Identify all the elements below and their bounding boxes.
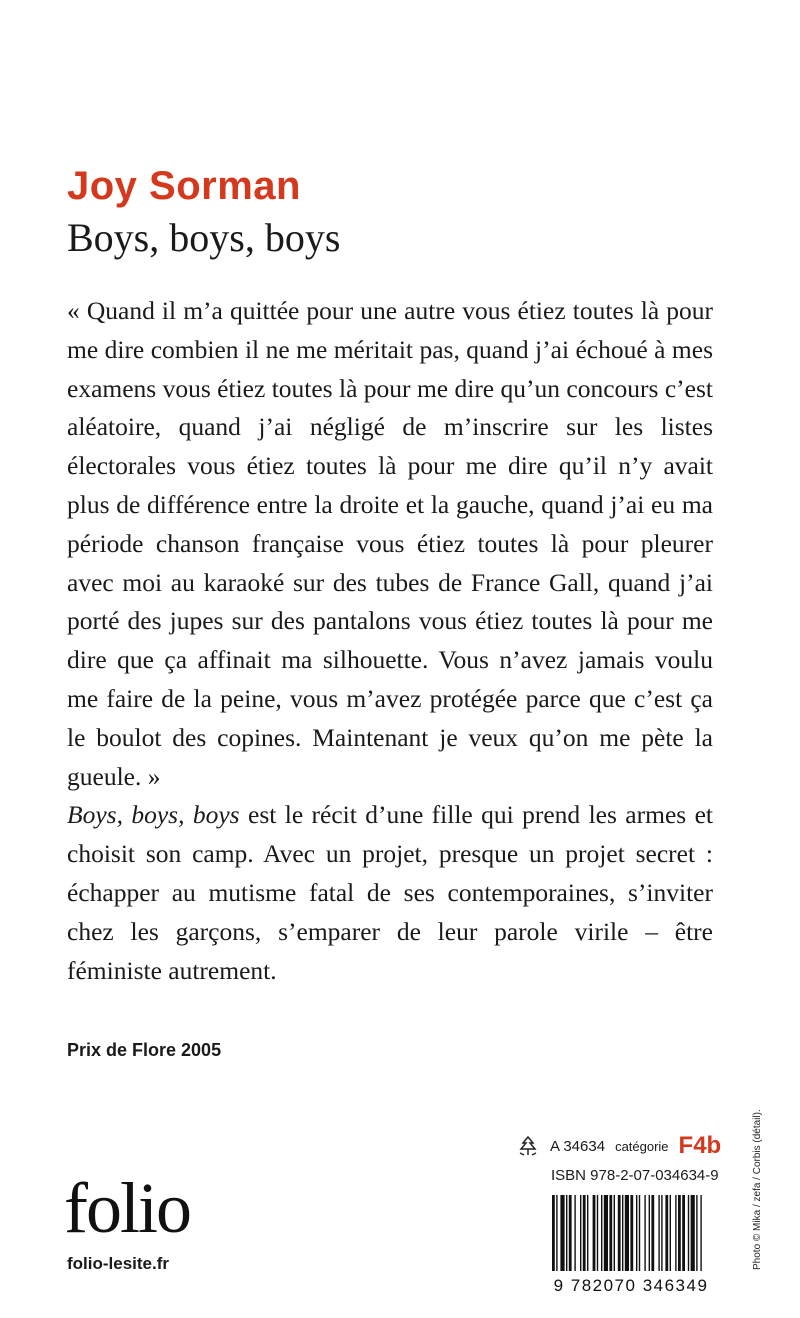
barcode-bar (658, 1195, 659, 1271)
catalog-info (516, 1132, 721, 1160)
quote-paragraph: « Quand il m’a quittée pour une autre vous étiez toutes là pour me dire combien il ne me méritait pas, quand j’ai échoué à mes examens vous étiez toutes là pour me dire qu’un concours c’est aléatoire, quand j’ai négligé de m’inscrire sur les listes électorales vous étiez toutes là pour me dire qu’il n’y avait plus de différence entre la droite et la gauche, quand j’ai eu ma période chanson française vous étiez toutes là pour pleurer avec moi au karaoké sur des tubes de France Gall, quand j’ai porté des jupes sur des pantalons vous étiez toutes là pour me dire que ça affinait ma silhouette. Vous n’avez jamais voulu me faire de la peine, vous m’avez protégée parce que c’est ça le boulot des copines. Maintenant je veux qu’on me pète la gueule. » (67, 296, 713, 791)
category-code: F4b (678, 1132, 722, 1159)
description-paragraph (67, 796, 713, 990)
barcode-bar (601, 1195, 602, 1271)
barcode-bar (691, 1195, 695, 1271)
barcode-bar (696, 1195, 697, 1271)
catalog-number: A 34634 (550, 1137, 606, 1155)
description-title: Boys, boys, boys (67, 800, 240, 830)
barcode-bar (622, 1195, 623, 1271)
barcode-bar (661, 1195, 662, 1271)
barcode-bar (618, 1195, 621, 1271)
author-name: Joy Sorman (67, 164, 301, 208)
isbn-label: ISBN 978-2-07-034634-9 (551, 1167, 719, 1184)
barcode-bar (609, 1195, 612, 1271)
barcode-bar (604, 1195, 608, 1271)
barcode-bar (574, 1195, 575, 1271)
barcode (540, 1195, 722, 1295)
barcode-bar (552, 1195, 555, 1271)
barcode-bars (552, 1195, 702, 1271)
barcode-bar (670, 1195, 671, 1271)
book-title: Boys, boys, boys (67, 215, 341, 260)
barcode-bar (665, 1195, 668, 1271)
barcode-bar (675, 1195, 676, 1271)
barcode-bar (651, 1195, 654, 1271)
folio-logo: folio (64, 1168, 190, 1248)
barcode-bar (688, 1195, 689, 1271)
category-label: catégorie (615, 1138, 669, 1154)
barcode-bar (566, 1195, 567, 1271)
photo-credit: Photo © Mika / zefa / Corbis (détail). (752, 1109, 763, 1270)
barcode-bar (569, 1195, 572, 1271)
barcode-bar (593, 1195, 596, 1271)
barcode-bar (625, 1195, 629, 1271)
description-text: est le récit d’une fille qui prend les armes et choisit son camp. Avec un projet, presque un projet secret : échapper au mutisme fatal de ses contemporaines, s’inviter chez les garçons, s’emparer de leur parole virile – être féministe autrement. (67, 800, 713, 985)
barcode-bar (597, 1195, 598, 1271)
barcode-digits: 9 782070 346349 (553, 1276, 709, 1295)
folio-website: folio-lesite.fr (67, 1254, 170, 1273)
barcode-bar (649, 1195, 650, 1271)
barcode-bar (630, 1195, 633, 1271)
barcode-bar (583, 1195, 586, 1271)
barcode-bar (560, 1195, 564, 1271)
back-cover-blurb (67, 292, 713, 990)
barcode-bar (556, 1195, 557, 1271)
barcode-bar (644, 1195, 645, 1271)
prize-label: Prix de Flore 2005 (67, 1040, 222, 1060)
barcode-bar (614, 1195, 615, 1271)
barcode-bar (580, 1195, 581, 1271)
tree-icon (516, 1134, 540, 1158)
barcode-bar (678, 1195, 681, 1271)
barcode-bar (639, 1195, 640, 1271)
barcode-bar (636, 1195, 637, 1271)
barcode-bar (587, 1195, 588, 1271)
barcode-bar (700, 1195, 701, 1271)
barcode-bar (682, 1195, 685, 1271)
